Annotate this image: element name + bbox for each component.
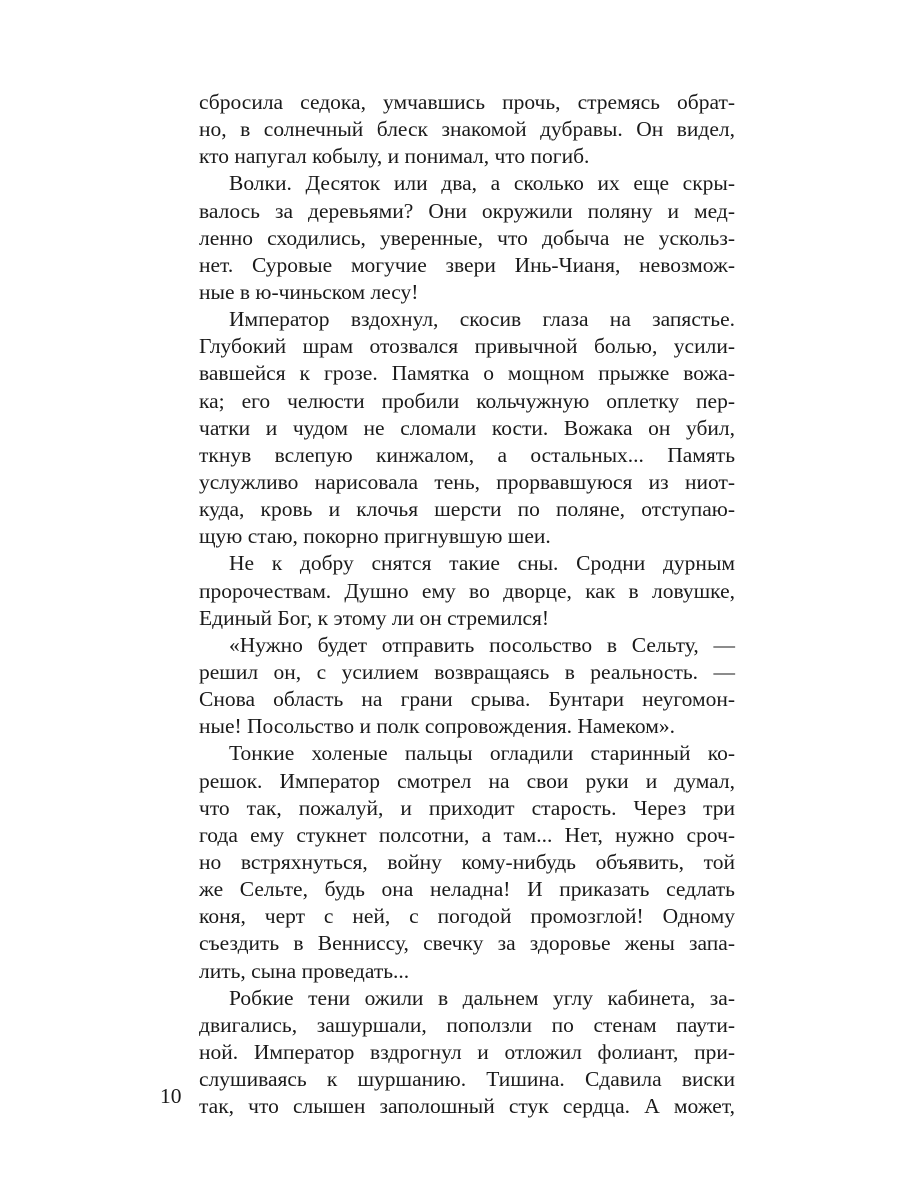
- text-line: ные в ю-чиньском лесу!: [199, 279, 419, 304]
- text-line: решок. Император смотрел на свои руки и думал,: [199, 768, 735, 793]
- text-line: же Сельте, будь она неладна! И приказать седлать: [199, 877, 735, 902]
- text-line: решил он, с усилием возвращаясь в реальность. —: [199, 659, 735, 684]
- text-line: ленно сходились, уверенные, что добыча не ускольз-: [199, 225, 735, 250]
- text-line: Император вздохнул, скосив глаза на запястье.: [229, 307, 735, 332]
- text-line: «Нужно будет отправить посольство в Сельту, —: [229, 632, 735, 657]
- page-body-text: [199, 89, 735, 1120]
- text-line: Единый Бог, к этому ли он стремился!: [199, 605, 550, 630]
- text-line: ные! Посольство и полк сопровождения. Намеком».: [199, 714, 676, 739]
- text-line: лить, сына проведать...: [199, 958, 410, 983]
- text-line: Волки. Десяток или два, а сколько их еще скры-: [229, 171, 735, 196]
- text-line: Тонкие холеные пальцы огладили старинный ко-: [229, 741, 735, 766]
- page-number: 10: [160, 1084, 182, 1108]
- text-line: сбросила седока, умчавшись прочь, стремясь обрат-: [199, 90, 735, 114]
- text-line: услужливо нарисовала тень, прорвавшуюся из ниот-: [199, 469, 735, 494]
- text-line: Робкие тени ожили в дальнем углу кабинета, за-: [229, 985, 735, 1010]
- text-line: но встряхнуться, войну кому-нибудь объявить, той: [199, 849, 735, 874]
- text-line: пророчествам. Душно ему во дворце, как в ловушке,: [199, 578, 735, 603]
- text-line: чатки и чудом не сломали кости. Вожака он убил,: [199, 415, 735, 440]
- text-line: ткнув вслепую кинжалом, а остальных... Память: [199, 442, 735, 467]
- text-line: но, в солнечный блеск знакомой дубравы. Он видел,: [199, 117, 735, 142]
- text-line: нет. Суровые могучие звери Инь-Чианя, невозмож-: [199, 252, 735, 277]
- text-line: куда, кровь и клочья шерсти по поляне, отступаю-: [199, 497, 735, 522]
- text-line: Не к добру снятся такие сны. Сродни дурным: [229, 551, 735, 576]
- text-line: двигались, зашуршали, поползли по стенам паути-: [199, 1012, 735, 1037]
- text-line: Глубокий шрам отозвался привычной болью, усили-: [199, 334, 735, 359]
- text-line: так, что слышен заполошный стук сердца. А может,: [199, 1094, 735, 1119]
- text-line: Снова область на грани срыва. Бунтари неугомон-: [199, 687, 735, 712]
- text-line: ной. Император вздрогнул и отложил фолиант, при-: [199, 1039, 735, 1064]
- text-line: щую стаю, покорно пригнувшую шеи.: [199, 524, 551, 549]
- text-line: ка; его челюсти пробили кольчужную оплетку пер-: [199, 388, 735, 413]
- text-line: года ему стукнет полсотни, а там... Нет, нужно сроч-: [199, 822, 735, 847]
- text-line: слушиваясь к шуршанию. Тишина. Сдавила виски: [199, 1067, 735, 1092]
- text-line: вавшейся к грозе. Памятка о мощном прыжке вожа-: [199, 361, 735, 386]
- text-line: кто напугал кобылу, и понимал, что погиб.: [199, 144, 590, 169]
- text-line: съездить в Венниссу, свечку за здоровье жены запа-: [199, 931, 735, 956]
- text-line: валось за деревьями? Они окружили поляну и мед-: [199, 198, 735, 223]
- text-line: коня, черт с ней, с погодой промозглой! Одному: [199, 904, 735, 929]
- text-line: что так, пожалуй, и приходит старость. Через три: [199, 795, 735, 820]
